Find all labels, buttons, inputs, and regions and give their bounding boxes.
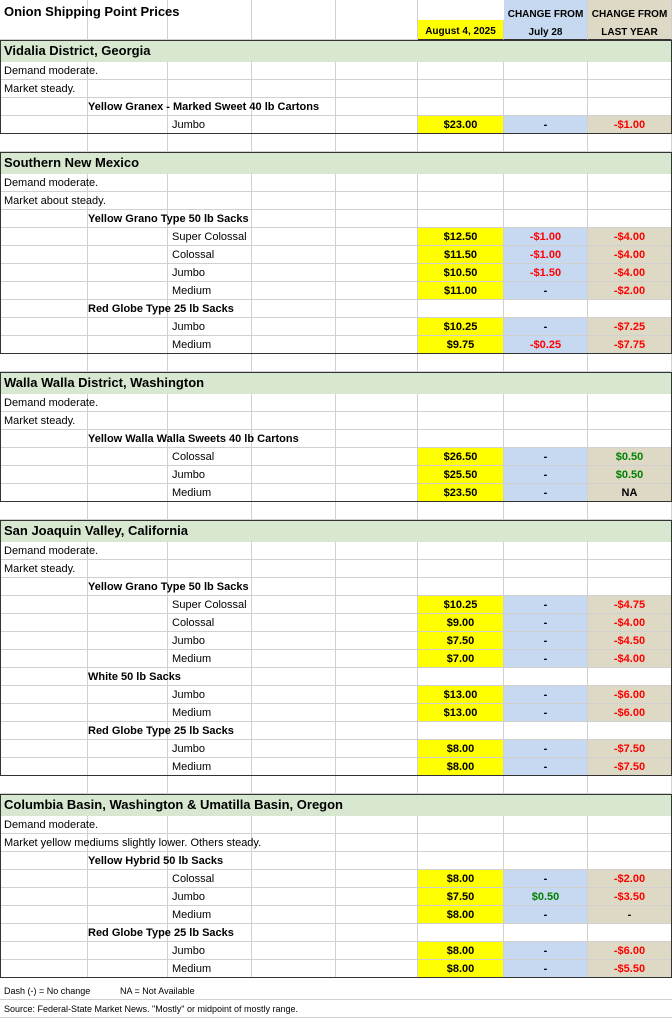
commodity-group-row [0,722,672,740]
price-row [0,264,672,282]
commodity-group-row [0,578,672,596]
price-cell: $10.25 [418,596,504,614]
market-note: Demand moderate. [4,545,99,557]
commodity-group-row [0,924,672,942]
price-cell: $8.00 [418,870,504,888]
change-prev-cell: - [504,704,588,722]
price-row [0,888,672,906]
spacer-row [0,502,672,520]
change-prev-cell: - [504,758,588,776]
legend-dash: Dash (-) = No change [4,986,91,996]
price-row [0,758,672,776]
market-note-row [0,62,672,80]
change-year-cell: -$7.75 [588,336,672,354]
region-name: Walla Walla District, Washington [4,375,205,390]
change-prev-cell: -$1.50 [504,264,588,282]
price-row [0,466,672,484]
size-label: Medium [172,761,212,773]
price-cell: $9.00 [418,614,504,632]
price-cell: $11.50 [418,246,504,264]
year-header-cell [588,0,672,40]
region-name: Columbia Basin, Washington & Umatilla Basin, Oregon [4,797,343,812]
regions-container [0,40,672,982]
change-prev-cell: - [504,632,588,650]
price-cell: $9.75 [418,336,504,354]
footer [0,982,672,1018]
price-row [0,282,672,300]
change-prev-cell: - [504,484,588,502]
price-cell: $7.00 [418,650,504,668]
change-from-label: CHANGE FROM [507,9,584,20]
commodity-label: Yellow Hybrid 50 lb Sacks [88,855,224,867]
change-prev-cell: - [504,318,588,336]
commodity-group-row [0,98,672,116]
change-year-cell: -$5.50 [588,960,672,978]
spacer-row [0,776,672,794]
change-year-cell: -$2.00 [588,870,672,888]
commodity-label: Yellow Granex - Marked Sweet 40 lb Cartons [88,101,320,113]
price-row [0,960,672,978]
change-year-cell: -$4.00 [588,264,672,282]
price-row [0,596,672,614]
date-header-cell [418,20,504,40]
size-label: Colossal [172,249,215,261]
price-cell: $23.50 [418,484,504,502]
market-note: Market about steady. [4,195,106,207]
size-label: Jumbo [172,469,206,481]
size-label: Jumbo [172,321,206,333]
size-label: Medium [172,487,212,499]
change-year-cell: -$3.50 [588,888,672,906]
change-prev-cell: $0.50 [504,888,588,906]
change-prev-cell: - [504,686,588,704]
region-header-row [0,152,672,174]
region-header-row [0,40,672,62]
price-row [0,614,672,632]
change-year-cell: -$2.00 [588,282,672,300]
region-block [0,40,672,134]
market-note-row [0,834,672,852]
change-prev-cell: - [504,650,588,668]
price-row [0,336,672,354]
size-label: Colossal [172,617,215,629]
change-year-cell: $0.50 [588,448,672,466]
change-year-cell: -$1.00 [588,116,672,134]
price-cell: $8.00 [418,740,504,758]
change-year-cell: $0.50 [588,466,672,484]
market-note-row [0,542,672,560]
price-row [0,228,672,246]
size-label: Medium [172,339,212,351]
size-label: Super Colossal [172,599,247,611]
price-cell: $25.50 [418,466,504,484]
change-prev-cell: -$0.25 [504,336,588,354]
market-note: Demand moderate. [4,819,99,831]
price-cell: $7.50 [418,888,504,906]
change-year-cell: -$6.00 [588,704,672,722]
market-note: Demand moderate. [4,65,99,77]
change-from-year-label: CHANGE FROM [591,9,668,20]
size-label: Jumbo [172,743,206,755]
change-year-cell: -$4.50 [588,632,672,650]
price-row [0,484,672,502]
commodity-group-row [0,300,672,318]
market-note: Market steady. [4,83,76,95]
spacer-row [0,134,672,152]
source-row [0,1000,672,1018]
change-year-cell: -$7.25 [588,318,672,336]
size-label: Medium [172,909,212,921]
change-prev-cell: - [504,960,588,978]
size-label: Jumbo [172,689,206,701]
region-block [0,794,672,978]
price-cell: $12.50 [418,228,504,246]
region-name: Southern New Mexico [4,155,140,170]
price-cell: $11.00 [418,282,504,300]
change-prev-cell: - [504,614,588,632]
change-prev-cell: - [504,116,588,134]
price-cell: $8.00 [418,906,504,924]
market-note: Market steady. [4,415,76,427]
size-label: Super Colossal [172,231,247,243]
commodity-group-row [0,668,672,686]
region-name: Vidalia District, Georgia [4,43,151,58]
price-cell: $13.00 [418,704,504,722]
size-label: Medium [172,707,212,719]
price-cell: $26.50 [418,448,504,466]
price-row [0,942,672,960]
region-header-row [0,520,672,542]
size-label: Medium [172,653,212,665]
change-prev-cell: - [504,466,588,484]
change-prev-cell: - [504,596,588,614]
change-year-cell: NA [588,484,672,502]
change-prev-cell: - [504,942,588,960]
commodity-group-row [0,210,672,228]
change-year-cell: -$4.00 [588,614,672,632]
price-cell: $13.00 [418,686,504,704]
market-note: Demand moderate. [4,397,99,409]
price-cell: $10.25 [418,318,504,336]
change-year-cell: -$4.00 [588,246,672,264]
commodity-label: Yellow Grano Type 50 lb Sacks [88,581,249,593]
market-note-row [0,394,672,412]
price-row [0,740,672,758]
price-cell: $8.00 [418,758,504,776]
region-block [0,520,672,776]
price-cell: $23.00 [418,116,504,134]
size-label: Medium [172,285,212,297]
legend-row [0,982,672,1000]
price-row [0,632,672,650]
price-cell: $8.00 [418,960,504,978]
commodity-label: Yellow Walla Walla Sweets 40 lb Cartons [88,433,299,445]
spacer-row [0,354,672,372]
size-label: Jumbo [172,119,206,131]
source-note: Source: Federal-State Market News. "Mostly" or midpoint of mostly range. [4,1004,298,1014]
size-label: Jumbo [172,891,206,903]
region-block [0,372,672,502]
commodity-label: White 50 lb Sacks [88,671,181,683]
change-year-cell: -$4.00 [588,650,672,668]
date-header: August 4, 2025 [425,26,496,37]
region-block [0,152,672,354]
price-cell: $10.50 [418,264,504,282]
change-year-cell: -$4.75 [588,596,672,614]
page-title: Onion Shipping Point Prices [4,4,180,19]
size-label: Jumbo [172,635,206,647]
price-row [0,448,672,466]
price-row [0,650,672,668]
price-row [0,704,672,722]
last-year-label: LAST YEAR [601,27,658,38]
commodity-label: Yellow Grano Type 50 lb Sacks [88,213,249,225]
change-prev-cell: -$1.00 [504,228,588,246]
header-row [0,0,672,40]
region-name: San Joaquin Valley, California [4,523,188,538]
change-year-cell: -$4.00 [588,228,672,246]
size-label: Jumbo [172,267,206,279]
change-prev-cell: -$1.00 [504,246,588,264]
change-prev-cell: - [504,906,588,924]
size-label: Medium [172,963,212,975]
change-year-cell: -$6.00 [588,686,672,704]
price-row [0,246,672,264]
commodity-group-row [0,430,672,448]
market-note-row [0,412,672,430]
market-note-row [0,192,672,210]
market-note: Market yellow mediums slightly lower. Others steady. [4,837,262,849]
change-prev-cell: - [504,282,588,300]
region-header-row [0,794,672,816]
size-label: Jumbo [172,945,206,957]
commodity-label: Red Globe Type 25 lb Sacks [88,303,234,315]
market-note-row [0,174,672,192]
change-year-cell: - [588,906,672,924]
prev-week-label: July 28 [528,27,563,38]
price-cell: $7.50 [418,632,504,650]
price-cell: $8.00 [418,942,504,960]
change-prev-cell: - [504,870,588,888]
commodity-label: Red Globe Type 25 lb Sacks [88,725,234,737]
price-row [0,116,672,134]
commodity-group-row [0,852,672,870]
change-prev-cell: - [504,740,588,758]
market-note-row [0,560,672,578]
size-label: Colossal [172,451,215,463]
commodity-label: Red Globe Type 25 lb Sacks [88,927,234,939]
price-row [0,906,672,924]
market-note-row [0,816,672,834]
market-note: Market steady. [4,563,76,575]
region-header-row [0,372,672,394]
change-year-cell: -$7.50 [588,758,672,776]
market-note-row [0,80,672,98]
size-label: Colossal [172,873,215,885]
change-year-cell: -$7.50 [588,740,672,758]
price-row [0,870,672,888]
price-row [0,686,672,704]
change-year-cell: -$6.00 [588,942,672,960]
market-note: Demand moderate. [4,177,99,189]
prev-header-cell [504,0,588,40]
price-row [0,318,672,336]
legend-na: NA = Not Available [120,986,195,996]
change-prev-cell: - [504,448,588,466]
